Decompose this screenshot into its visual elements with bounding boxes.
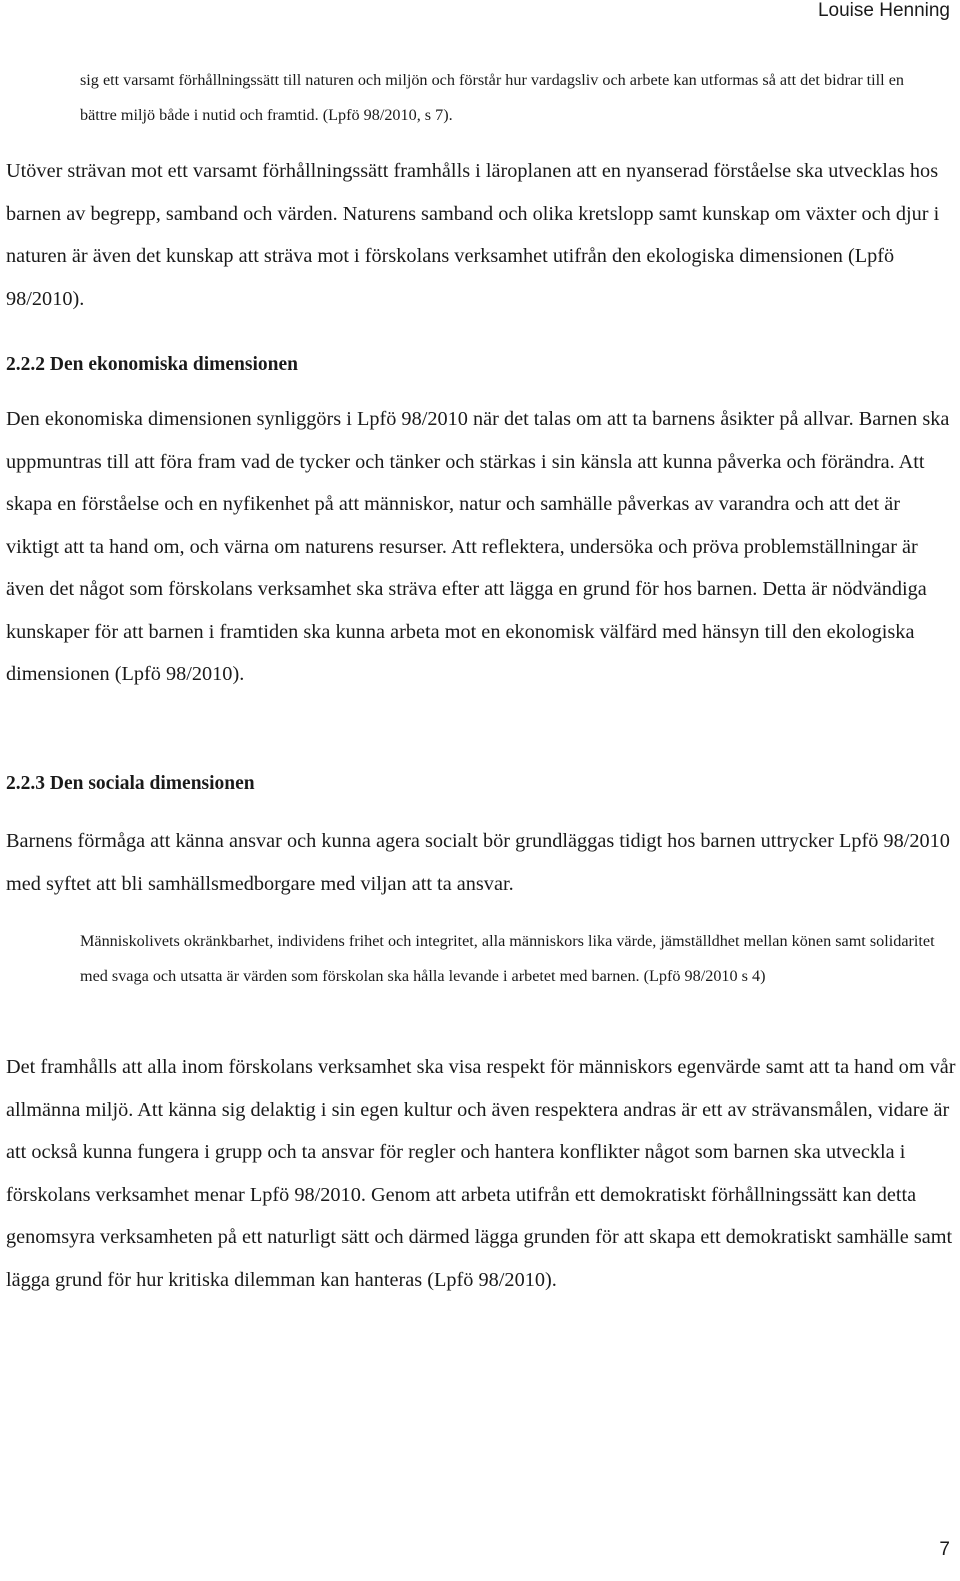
paragraph-text: Det framhålls att alla inom förskolans verksamhet ska visa respekt för människors egenvärde samt att ta hand om vår allmänna miljö. Att känna sig delaktig i sin egen kultur och även respektera andras är ett av strävansmålen, vidare är att också kunna fungera i grupp och ta ansvar för regler och hantera konflikter något som barnen ska utveckla i förskolans verksamhet menar Lpfö 98/2010. Genom att arbeta utifrån ett demokratiskt förhållningssätt kan detta genomsyra verksamheten på ett naturligt sätt och därmed lägga grunden för att skapa ett demokratiskt samhälle samt lägga grund för hur kritiska dilemman kan hanteras (Lpfö 98/2010). — [6, 1056, 956, 1291]
paragraph-part-serif: Utöver strävan mot ett varsamt förhållningssätt framhålls i läroplanen att en nyanserad förståelse ska utvecklas hos barnen av begrepp, samband och värden. — [6, 160, 939, 225]
section-heading-social: 2.2.3 Den sociala dimensionen — [6, 773, 255, 794]
paragraph-text — [6, 150, 956, 320]
paragraph-text: Barnens förmåga att känna ansvar och kunna agera socialt bör grundläggas tidigt hos barnen uttrycker Lpfö 98/2010 med syftet att bli samhällsmedborgare med viljan att ta ansvar. — [6, 830, 950, 895]
section-heading-economic: 2.2.2 Den ekonomiska dimensionen — [6, 354, 299, 375]
block-quote-continuation — [80, 63, 930, 132]
page-number: 7 — [939, 1539, 950, 1560]
block-quote-values — [80, 924, 940, 993]
quote-text: sig ett varsamt förhållningssätt till naturen och miljön och förstår hur vardagsliv och arbete kan utformas så att det bidrar till en bättre miljö både i nutid och framtid. (Lpfö 98/2010, s 7). — [80, 71, 904, 124]
paragraph-text: Den ekonomiska dimensionen synliggörs i Lpfö 98/2010 när det talas om att ta barnens åsikter på allvar. Barnen ska uppmuntras till att föra fram vad de tycker och tänker och stärkas i sin känsla att kunna påverka och förändra. Att skapa en förståelse och en nyfikenhet på att människor, natur och samhälle påverkas av varandra och att det är viktigt att ta hand om, och värna om naturens resurser. Att reflektera, undersöka och pröva problemställningar är även det något som förskolans verksamhet ska sträva efter att lägga en grund för hos barnen. Detta är nödvändiga kunskaper för att barnen i framtiden ska kunna arbeta mot en ekonomisk välfärd med hänsyn till den ekologiska dimensionen (Lpfö 98/2010). — [6, 408, 950, 685]
paragraph-part-sans: Naturens samband och olika kretslopp samt kunskap om växter och djur i naturen är även det kunskap att sträva mot i förskolans verksamhet utifrån den ekologiska dimensionen (Lpfö 98/2010). — [6, 202, 940, 310]
running-header-author: Louise Henning — [817, 0, 950, 21]
quote-text: Människolivets okränkbarhet, individens frihet och integritet, alla människors lika värde, jämställdhet mellan könen samt solidaritet med svaga och utsatta är värden som förskolan ska hålla levande i arbetet med barnen. (Lpfö 98/2010 s 4) — [80, 932, 935, 985]
paragraph-economic — [6, 398, 956, 696]
paragraph-social — [6, 820, 956, 905]
paragraph-ecological — [6, 150, 956, 320]
paragraph-respect — [6, 1046, 956, 1301]
